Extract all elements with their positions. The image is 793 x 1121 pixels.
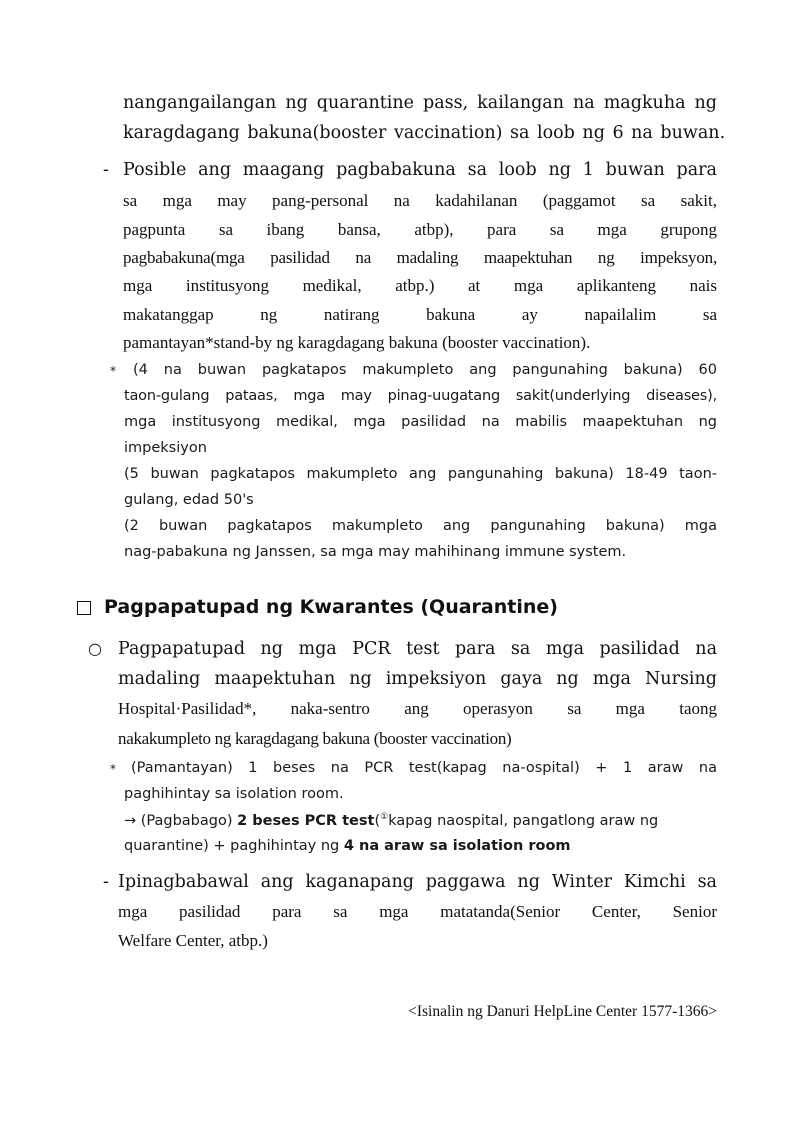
circled-one-icon: ① — [380, 812, 389, 822]
section-heading: Pagpapatupad ng Kwarantes (Quarantine) — [104, 596, 558, 618]
item-line: sa mga may pang-personal na kadahilanan (paggamot sa sakit, — [123, 191, 717, 210]
note-line: nag-pabakuna ng Janssen, sa mga may mahihinang immune system. — [124, 544, 627, 560]
open-paren: ( — [374, 813, 381, 829]
bullet-line: Pagpapatupad ng mga PCR test para sa mga pasilidad na — [118, 639, 717, 659]
change-suffix: kapag naospital, pangatlong araw ng — [388, 813, 659, 829]
bullet-line: madaling maapektuhan ng impeksiyon gaya ng mga Nursing — [118, 669, 717, 689]
note-line-change — [124, 812, 717, 829]
note-line: impeksiyon — [124, 440, 207, 456]
note-line: (Pamantayan) 1 beses na PCR test(kapag na-ospital) + 1 araw na — [131, 760, 717, 776]
source-credit: <Isinalin ng Danuri HelpLine Center 1577-1366> — [408, 1003, 717, 1020]
item-line: Posible ang maagang pagbabakuna sa loob ng 1 buwan para — [123, 160, 717, 180]
note-line: (5 buwan pagkatapos makumpleto ang pangunahing bakuna) 18-49 taon- — [124, 466, 717, 482]
change-prefix: → (Pagbabago) — [124, 813, 238, 829]
dash-marker: - — [103, 872, 109, 892]
bullet-line: nakakumpleto ng karagdagang bakuna (booster vaccination) — [118, 729, 512, 748]
item-line: Welfare Center, atbp.) — [118, 931, 268, 950]
note-line: paghihintay sa isolation room. — [124, 786, 344, 802]
note-line-isolation — [124, 838, 571, 854]
item-line: makatanggap ng natirang bakuna ay napailalim sa — [123, 305, 717, 324]
note-line: mga institusyong medikal, mga pasilidad na mabilis maapektuhan ng — [124, 414, 717, 430]
checkbox-square-icon — [77, 601, 91, 615]
item-line: pagpunta sa ibang bansa, atbp), para sa mga grupong — [123, 220, 717, 239]
note-line: taon-gulang pataas, mga may pinag-uugatang sakit(underlying diseases), — [124, 388, 717, 404]
item-line: mga institusyong medikal, atbp.) at mga aplikanteng nais — [123, 276, 717, 295]
note-star: * — [110, 364, 116, 378]
paragraph-line: nangangailangan ng quarantine pass, kailangan na magkuha ng — [123, 93, 717, 113]
note-line: (4 na buwan pagkatapos makumpleto ang pangunahing bakuna) 60 — [133, 362, 717, 378]
note-line: (2 buwan pagkatapos makumpleto ang pangunahing bakuna) mga — [124, 518, 717, 534]
bullet-line: Hospital·Pasilidad*, naka-sentro ang operasyon sa mga taong — [118, 699, 717, 718]
bold-pcr-text: 2 beses PCR test — [237, 813, 375, 829]
circle-bullet-icon: ○ — [88, 639, 102, 658]
note-star: * — [110, 762, 116, 776]
item-line: Ipinagbabawal ang kaganapang paggawa ng Winter Kimchi sa — [118, 872, 717, 892]
note-line: gulang, edad 50's — [124, 492, 254, 508]
item-line: mga pasilidad para sa mga matatanda(Senior Center, Senior — [118, 902, 717, 921]
bold-isolation-text: 4 na araw sa isolation room — [343, 838, 571, 854]
isolation-prefix: quarantine) + paghihintay ng — [124, 838, 344, 854]
dash-marker: - — [103, 160, 109, 180]
item-line: pagbabakuna(mga pasilidad na madaling maapektuhan ng impeksyon, — [123, 248, 717, 267]
item-line: pamantayan*stand-by ng karagdagang bakuna (booster vaccination). — [123, 333, 591, 352]
paragraph-line: karagdagang bakuna(booster vaccination) sa loob ng 6 na buwan. — [123, 123, 726, 143]
